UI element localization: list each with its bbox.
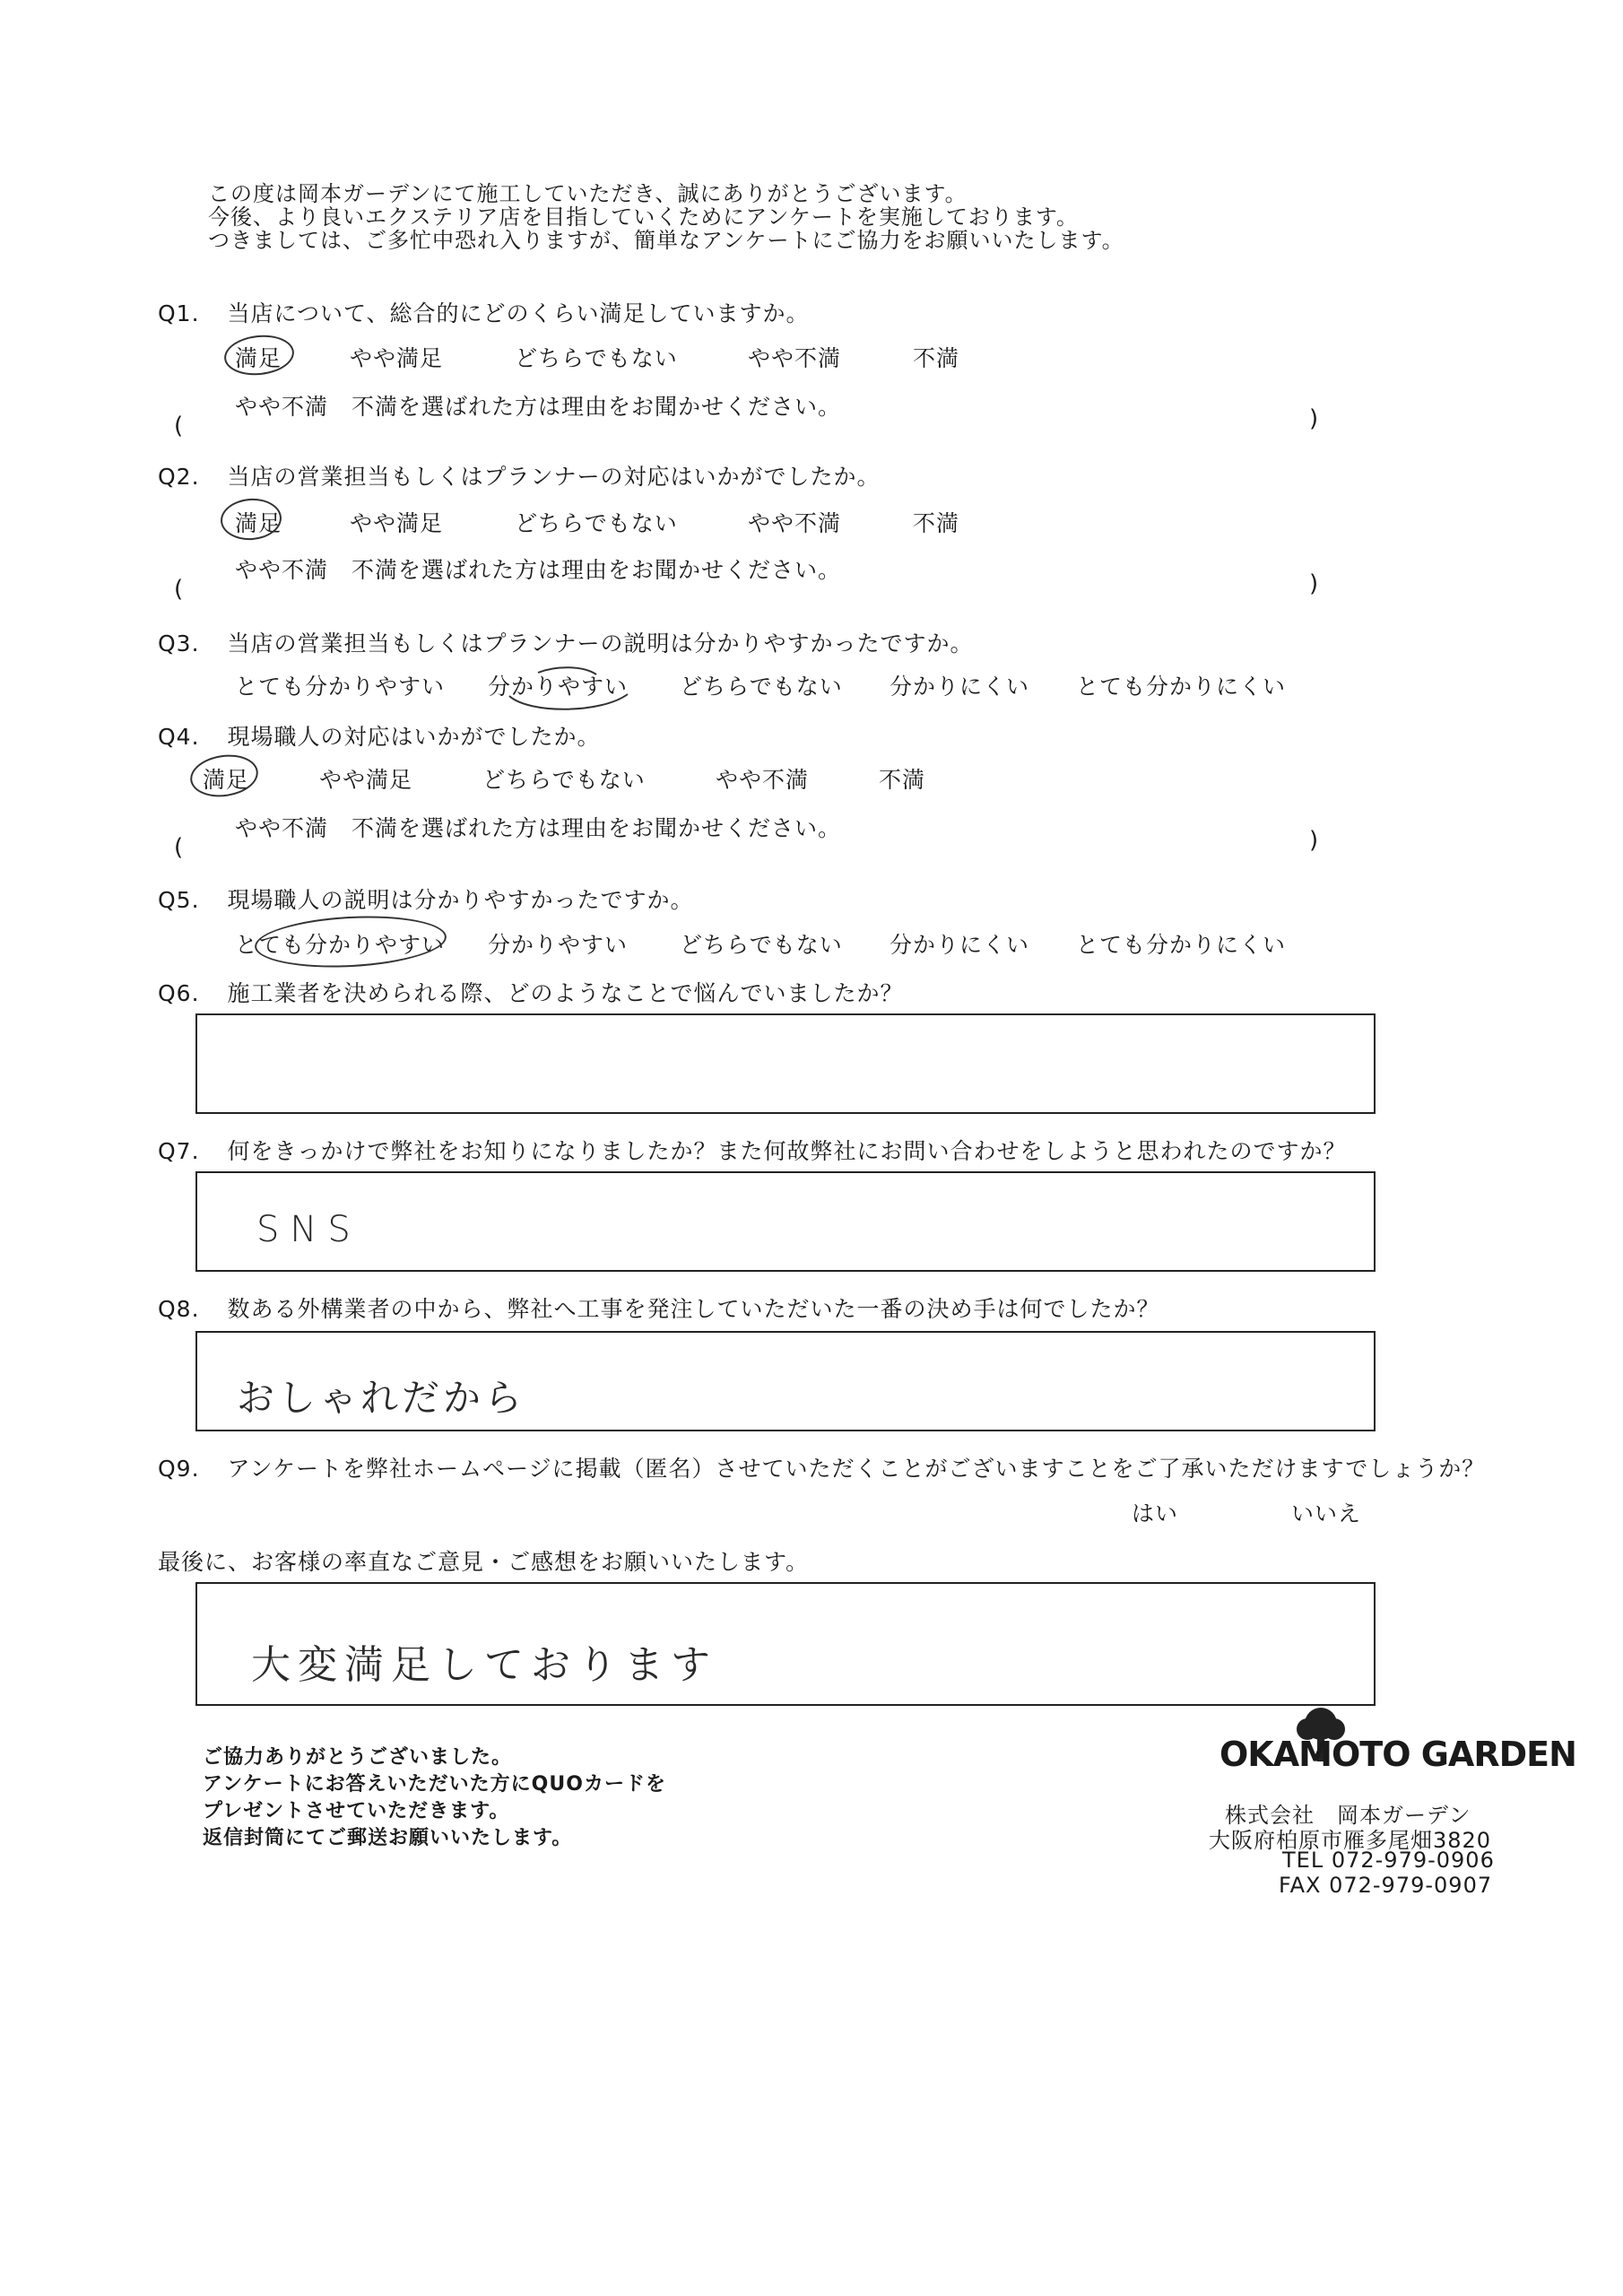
q1-text: 当店について、総合的にどのくらい満足していますか。	[227, 300, 810, 326]
thanks-line-3: プレゼントさせていただきます。	[203, 1800, 510, 1822]
q6-text: 施工業者を決められる際、どのようなことで悩んでいましたか？	[227, 980, 904, 1006]
q2-label: Q2.	[158, 464, 200, 490]
intro-line-1: この度は岡本ガーデンにて施工していただき、誠にありがとうございます。	[208, 181, 968, 206]
company-tel: TEL 072-979-0906	[1282, 1848, 1495, 1873]
q3-option-2[interactable]: 分かりやすい	[488, 674, 629, 700]
q5-option-4[interactable]: 分かりにくい	[890, 932, 1030, 958]
q9-option-no[interactable]: いいえ	[1291, 1500, 1362, 1526]
q7-question	[158, 1134, 1347, 1166]
q4-option-5[interactable]: 不満	[879, 767, 926, 793]
q4-option-3[interactable]: どちらでもない	[482, 767, 646, 793]
q4-option-2[interactable]: やや満足	[319, 767, 413, 793]
q5-option-3[interactable]: どちらでもない	[680, 932, 843, 958]
q3-option-5[interactable]: とても分かりにくい	[1076, 674, 1287, 700]
q5-label: Q5.	[158, 887, 200, 913]
q3-text: 当店の営業担当もしくはプランナーの説明は分かりやすかったですか。	[227, 631, 974, 657]
q1-paren-open: (	[174, 413, 184, 439]
q1-option-3[interactable]: どちらでもない	[515, 345, 678, 371]
q9-option-yes[interactable]: はい	[1132, 1500, 1179, 1526]
q3-selection-mark	[502, 664, 637, 718]
q7-text: 何をきっかけで弊社をお知りになりましたか？また何故弊社にお問い合わせをしようと思われたのですか？	[227, 1138, 1347, 1164]
q4-paren-open: (	[174, 834, 184, 861]
q5-option-5[interactable]: とても分かりにくい	[1076, 932, 1287, 958]
q1-question	[158, 296, 810, 328]
q7-answer-text: SNS	[256, 1209, 361, 1250]
company-name: 株式会社 岡本ガーデン	[1225, 1803, 1471, 1828]
q1-option-2[interactable]: やや満足	[350, 345, 444, 371]
q2-option-3[interactable]: どちらでもない	[515, 510, 678, 536]
intro-line-3: つきましては、ご多忙中恐れ入りますが、簡単なアンケートにご協力をお願いいたします。	[208, 228, 1124, 253]
q7-answer-box[interactable]	[195, 1171, 1376, 1272]
q6-question	[158, 976, 904, 1008]
q3-option-3[interactable]: どちらでもない	[680, 674, 843, 700]
q3-label: Q3.	[158, 631, 200, 657]
q4-option-1[interactable]: 満足	[203, 767, 250, 793]
q2-option-5[interactable]: 不満	[913, 510, 960, 536]
final-answer-box[interactable]	[195, 1582, 1376, 1706]
q5-text: 現場職人の説明は分かりやすかったですか。	[227, 887, 694, 913]
q3-option-1[interactable]: とても分かりやすい	[235, 674, 446, 700]
q8-answer-box[interactable]	[195, 1331, 1376, 1431]
q2-paren-close: )	[1309, 570, 1319, 597]
q9-question	[158, 1451, 1485, 1483]
q4-label: Q4.	[158, 724, 200, 750]
q7-label: Q7.	[158, 1138, 200, 1164]
company-address: 大阪府柏原市雁多尾畑3820	[1209, 1828, 1492, 1853]
thanks-line-1: ご協力ありがとうございました。	[203, 1746, 513, 1769]
q1-option-5[interactable]: 不満	[913, 345, 960, 371]
q9-text: アンケートを弊社ホームページに掲載（匿名）させていただくことがございますことをご了承いただけますでしょうか？	[227, 1456, 1486, 1482]
q8-question	[158, 1292, 1160, 1324]
q2-text: 当店の営業担当もしくはプランナーの対応はいかがでしたか。	[227, 464, 881, 490]
q4-reason-prompt: やや不満 不満を選ばれた方は理由をお聞かせください。	[235, 815, 842, 841]
q8-text: 数ある外構業者の中から、弊社へ工事を発注していただいた一番の決め手は何でしたか？	[227, 1296, 1160, 1322]
q3-question	[158, 626, 974, 658]
q8-label: Q8.	[158, 1296, 200, 1322]
q2-reason-prompt: やや不満 不満を選ばれた方は理由をお聞かせください。	[235, 557, 842, 583]
q4-option-4[interactable]: やや不満	[716, 767, 810, 793]
q1-paren-close: )	[1309, 405, 1319, 432]
q3-option-4[interactable]: 分かりにくい	[890, 674, 1030, 700]
final-question: 最後に、お客様の率直なご意見・ご感想をお願いいたします。	[158, 1549, 810, 1575]
final-answer-text: 大変満足しております	[251, 1642, 717, 1688]
q1-option-1[interactable]: 満足	[235, 345, 282, 371]
thanks-line-4: 返信封筒にてご郵送お願いいたします。	[203, 1827, 573, 1849]
q2-option-1[interactable]: 満足	[235, 510, 282, 536]
q8-answer-text: おしゃれだから	[237, 1376, 526, 1420]
q5-option-1[interactable]: とても分かりやすい	[235, 932, 446, 958]
q6-label: Q6.	[158, 980, 200, 1006]
q2-option-2[interactable]: やや満足	[350, 510, 444, 536]
thanks-line-2: アンケートにお答えいただいた方にQUOカードを	[203, 1773, 666, 1796]
q2-option-4[interactable]: やや不満	[748, 510, 842, 536]
q5-question	[158, 883, 694, 915]
q2-paren-open: (	[174, 576, 184, 603]
company-logo: OKAMOTO GARDEN	[1219, 1735, 1576, 1774]
q6-answer-box[interactable]	[195, 1013, 1376, 1114]
q1-option-4[interactable]: やや不満	[748, 345, 842, 371]
q4-question	[158, 719, 601, 752]
intro-line-2: 今後、より良いエクステリア店を目指していくためにアンケートを実施しております。	[208, 204, 1079, 230]
q9-label: Q9.	[158, 1456, 200, 1482]
q1-label: Q1.	[158, 300, 200, 326]
q4-text: 現場職人の対応はいかがでしたか。	[227, 724, 601, 750]
q5-option-2[interactable]: 分かりやすい	[488, 932, 629, 958]
q2-question	[158, 459, 881, 491]
q4-paren-close: )	[1309, 827, 1319, 854]
q1-reason-prompt: やや不満 不満を選ばれた方は理由をお聞かせください。	[235, 394, 842, 420]
company-fax: FAX 072-979-0907	[1279, 1873, 1493, 1898]
